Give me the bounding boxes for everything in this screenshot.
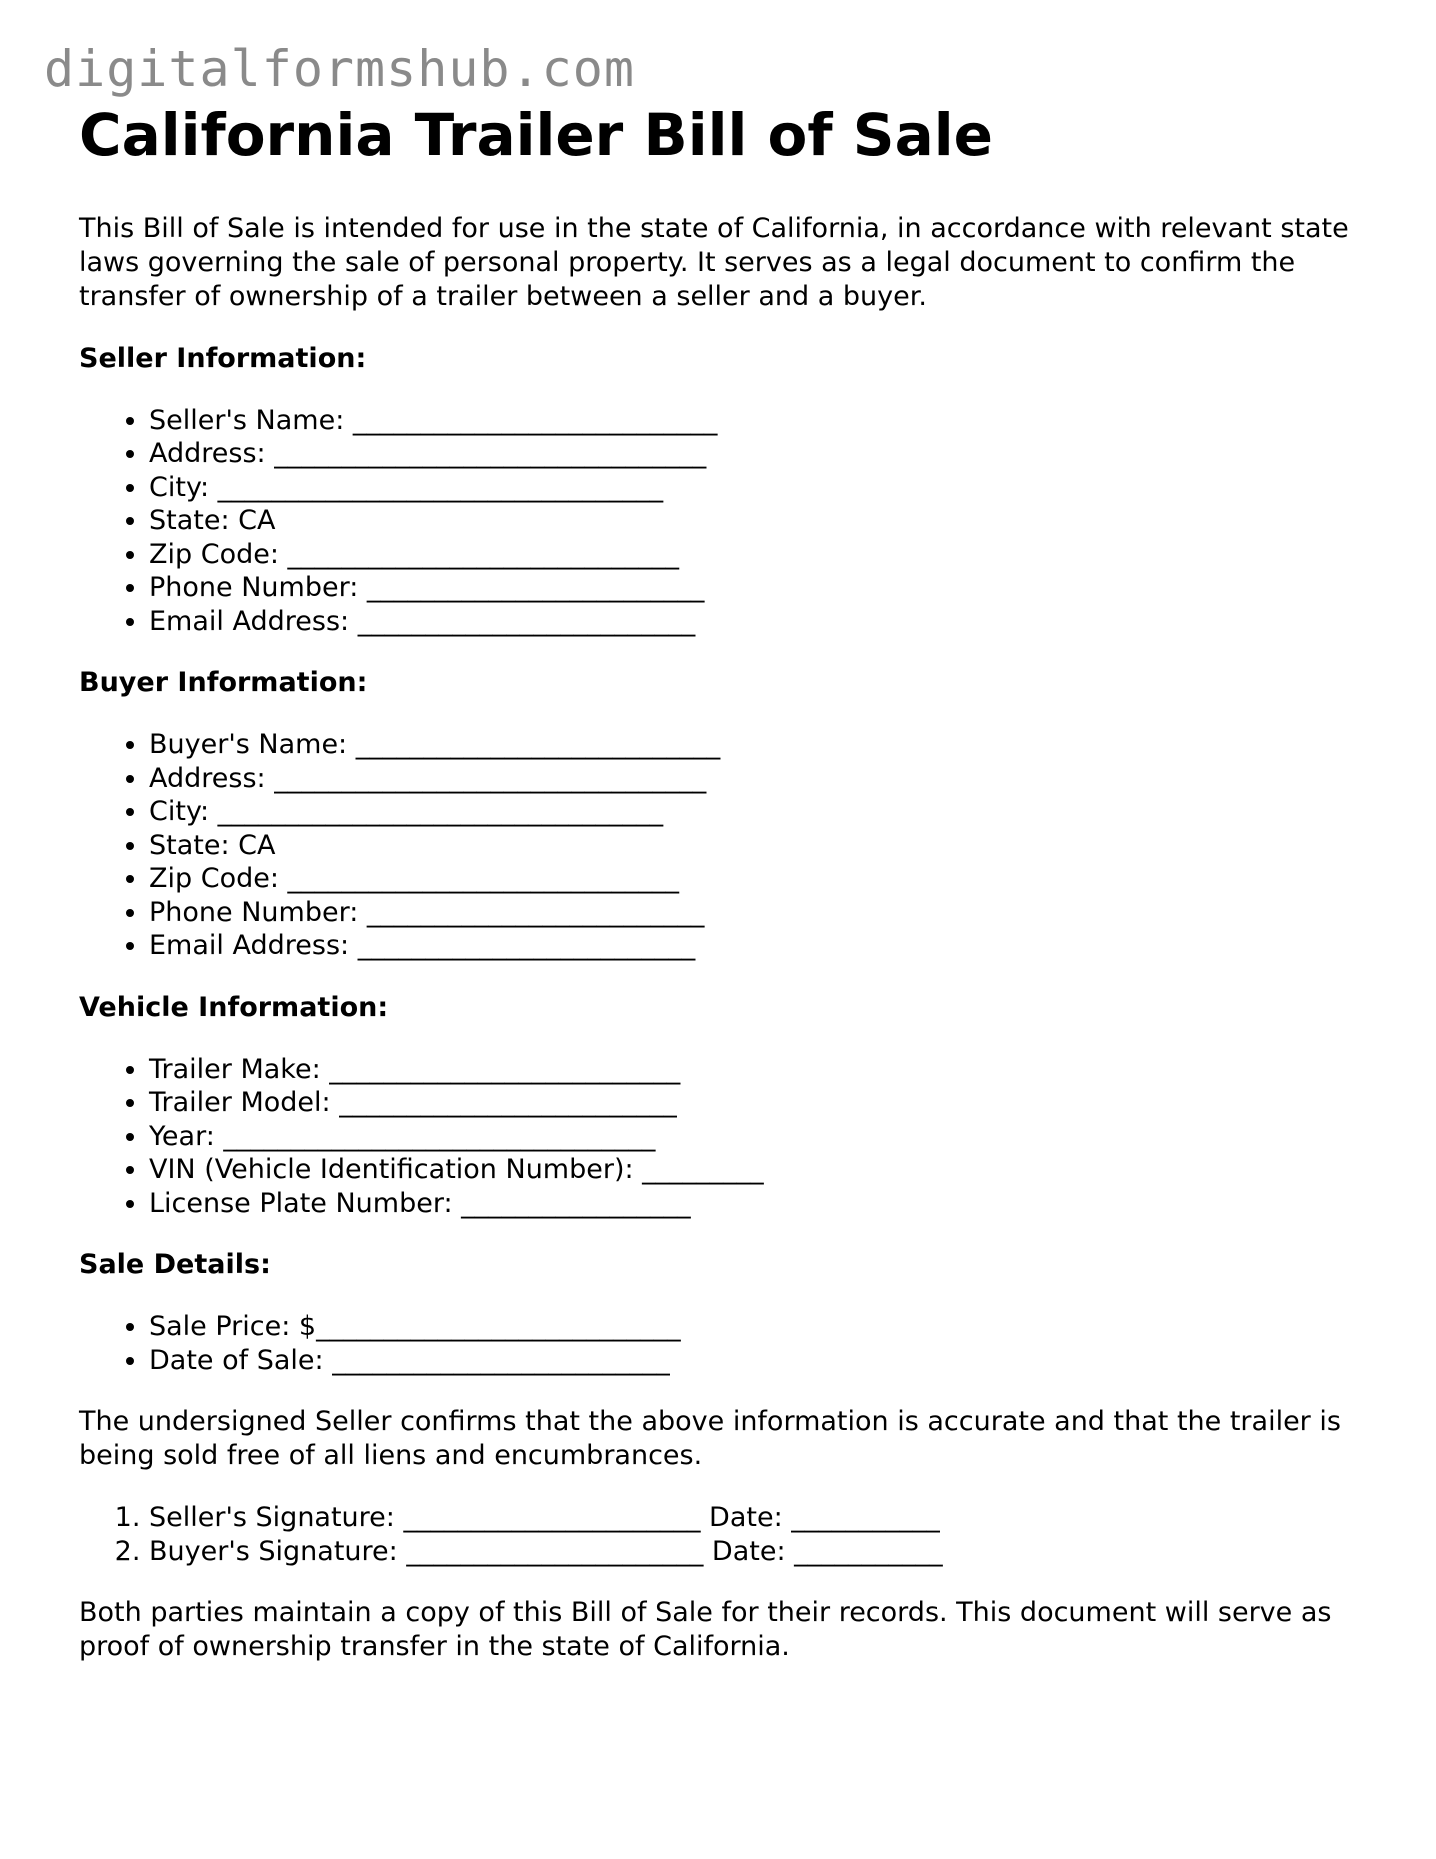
sale-details-heading: Sale Details: bbox=[79, 1249, 271, 1281]
seller-signature-line: 1. Seller's Signature: ______________________ Date: ___________ bbox=[149, 1501, 1359, 1535]
signature-list bbox=[79, 1501, 1359, 1568]
license-plate-field: • License Plate Number: _________________ bbox=[149, 1187, 1359, 1221]
seller-information-list bbox=[79, 404, 1359, 639]
seller-phone-field: • Phone Number: _________________________ bbox=[149, 571, 1359, 605]
buyer-information-list bbox=[79, 728, 1359, 963]
seller-address-field: • Address: ________________________________ bbox=[149, 437, 1359, 471]
trailer-make-field: • Trailer Make: __________________________ bbox=[149, 1053, 1359, 1087]
buyer-signature-line: 2. Buyer's Signature: ______________________ Date: ___________ bbox=[149, 1535, 1359, 1569]
watermark: digitalformshub.com bbox=[44, 40, 635, 98]
buyer-phone-field: • Phone Number: _________________________ bbox=[149, 896, 1359, 930]
buyer-state-field: • State: CA bbox=[149, 829, 1359, 863]
trailer-year-field: • Year: ________________________________ bbox=[149, 1120, 1359, 1154]
seller-city-field: • City: _________________________________ bbox=[149, 471, 1359, 505]
seller-information-heading: Seller Information: bbox=[79, 342, 367, 374]
seller-state-field: • State: CA bbox=[149, 504, 1359, 538]
buyer-zip-field: • Zip Code: _____________________________ bbox=[149, 862, 1359, 896]
buyer-city-field: • City: _________________________________ bbox=[149, 795, 1359, 829]
document-body bbox=[79, 101, 1359, 1664]
confirmation-paragraph: The undersigned Seller confirms that the above information is accurate and that the trailer is being sold free of all liens and encumbrances. bbox=[79, 1406, 1341, 1472]
seller-name-field: • Seller's Name: ___________________________ bbox=[149, 404, 1359, 438]
buyer-email-field: • Email Address: _________________________ bbox=[149, 929, 1359, 963]
buyer-name-field: • Buyer's Name: ___________________________ bbox=[149, 728, 1359, 762]
sale-details-list bbox=[79, 1310, 1359, 1377]
vin-field: • VIN (Vehicle Identification Number): _________ bbox=[149, 1153, 1359, 1187]
intro-paragraph: This Bill of Sale is intended for use in the state of California, in accordance with relevant state laws governing the sale of personal property. It serves as a legal document to confirm the transfer of ownership of a trailer between a seller and a buyer. bbox=[79, 212, 1349, 312]
vehicle-information-list bbox=[79, 1053, 1359, 1221]
seller-zip-field: • Zip Code: _____________________________ bbox=[149, 538, 1359, 572]
buyer-information-heading: Buyer Information: bbox=[79, 667, 368, 699]
seller-email-field: • Email Address: _________________________ bbox=[149, 605, 1359, 639]
vehicle-information-heading: Vehicle Information: bbox=[79, 991, 389, 1023]
closing-paragraph: Both parties maintain a copy of this Bill of Sale for their records. This document will serve as proof of ownership transfer in the state of California. bbox=[79, 1597, 1332, 1663]
document-title: California Trailer Bill of Sale bbox=[79, 101, 993, 169]
date-of-sale-field: • Date of Sale: _________________________ bbox=[149, 1344, 1359, 1378]
sale-price-field: • Sale Price: $___________________________ bbox=[149, 1310, 1359, 1344]
buyer-address-field: • Address: ________________________________ bbox=[149, 762, 1359, 796]
trailer-model-field: • Trailer Model: _________________________ bbox=[149, 1086, 1359, 1120]
